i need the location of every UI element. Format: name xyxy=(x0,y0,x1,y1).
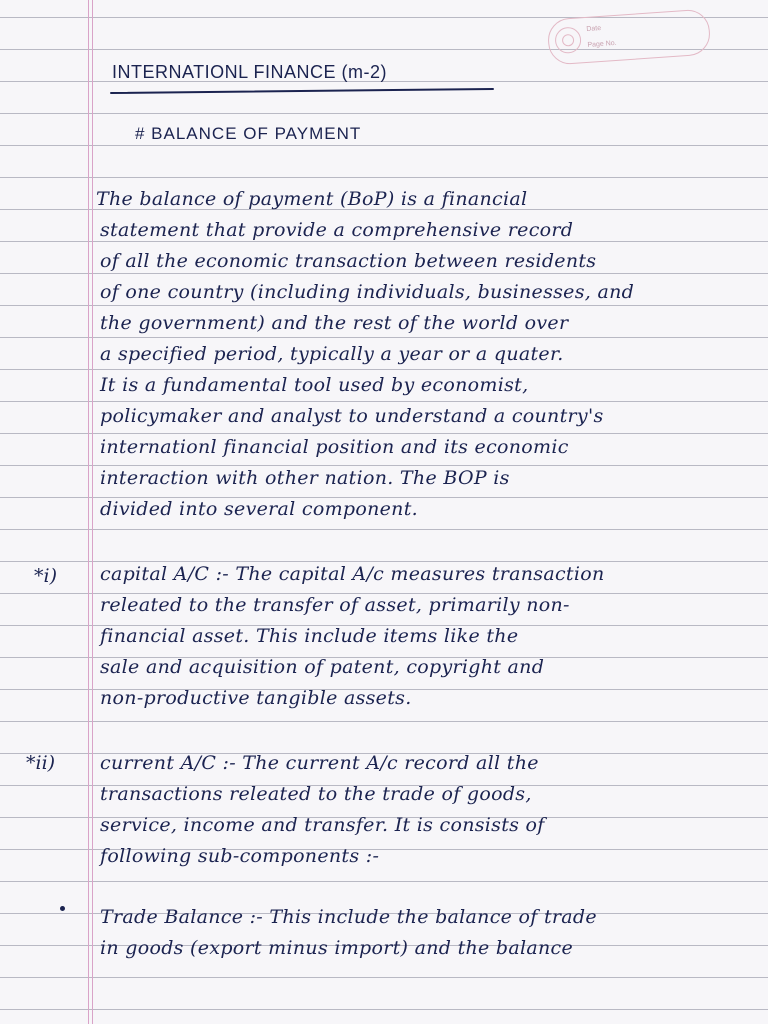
intro-line: of all the economic transaction between residents xyxy=(100,250,597,272)
current-account-line: transactions releated to the trade of goods, xyxy=(100,783,532,805)
capital-account-line: capital A/C :- The capital A/c measures transaction xyxy=(100,563,605,585)
current-account-line: following sub-components :- xyxy=(100,845,380,867)
page-title: INTERNATIONL FINANCE (m-2) xyxy=(112,62,388,82)
capital-account-line: releated to the transfer of asset, primarily non- xyxy=(100,594,570,616)
intro-line: internationl financial position and its economic xyxy=(100,436,569,458)
stamp-page-label: Page No. xyxy=(587,39,617,49)
current-account-line: current A/C :- The current A/c record all the xyxy=(100,752,539,774)
intro-line: statement that provide a comprehensive record xyxy=(100,219,574,241)
section-heading: # BALANCE OF PAYMENT xyxy=(135,124,362,143)
trade-balance-line: in goods (export minus import) and the balance xyxy=(100,937,574,959)
current-account-line: service, income and transfer. It is consists of xyxy=(100,814,545,836)
intro-line: of one country (including individuals, businesses, and xyxy=(100,281,635,303)
trade-balance-line: Trade Balance :- This include the balance of trade xyxy=(100,906,597,928)
intro-line: The balance of payment (BoP) is a financial xyxy=(96,188,528,210)
margin-line xyxy=(92,0,93,1024)
intro-line: It is a fundamental tool used by economist, xyxy=(100,374,529,396)
date-page-stamp xyxy=(547,8,712,65)
margin-line xyxy=(88,0,89,1024)
list-marker: *i) xyxy=(34,565,57,587)
list-marker: *ii) xyxy=(26,752,56,774)
intro-line: divided into several component. xyxy=(100,498,418,520)
title-underline xyxy=(110,88,494,94)
intro-line: policymaker and analyst to understand a country's xyxy=(100,405,604,427)
capital-account-line: financial asset. This include items like the xyxy=(100,625,519,647)
capital-account-line: sale and acquisition of patent, copyright and xyxy=(100,656,545,678)
capital-account-line: non-productive tangible assets. xyxy=(100,687,412,709)
intro-line: a specified period, typically a year or a quater. xyxy=(100,343,564,365)
stamp-logo-icon xyxy=(554,26,582,54)
intro-line: the government) and the rest of the world over xyxy=(100,312,569,334)
bullet-dot xyxy=(60,906,65,911)
stamp-date-label: Date xyxy=(586,24,602,33)
intro-line: interaction with other nation. The BOP is xyxy=(100,467,510,489)
